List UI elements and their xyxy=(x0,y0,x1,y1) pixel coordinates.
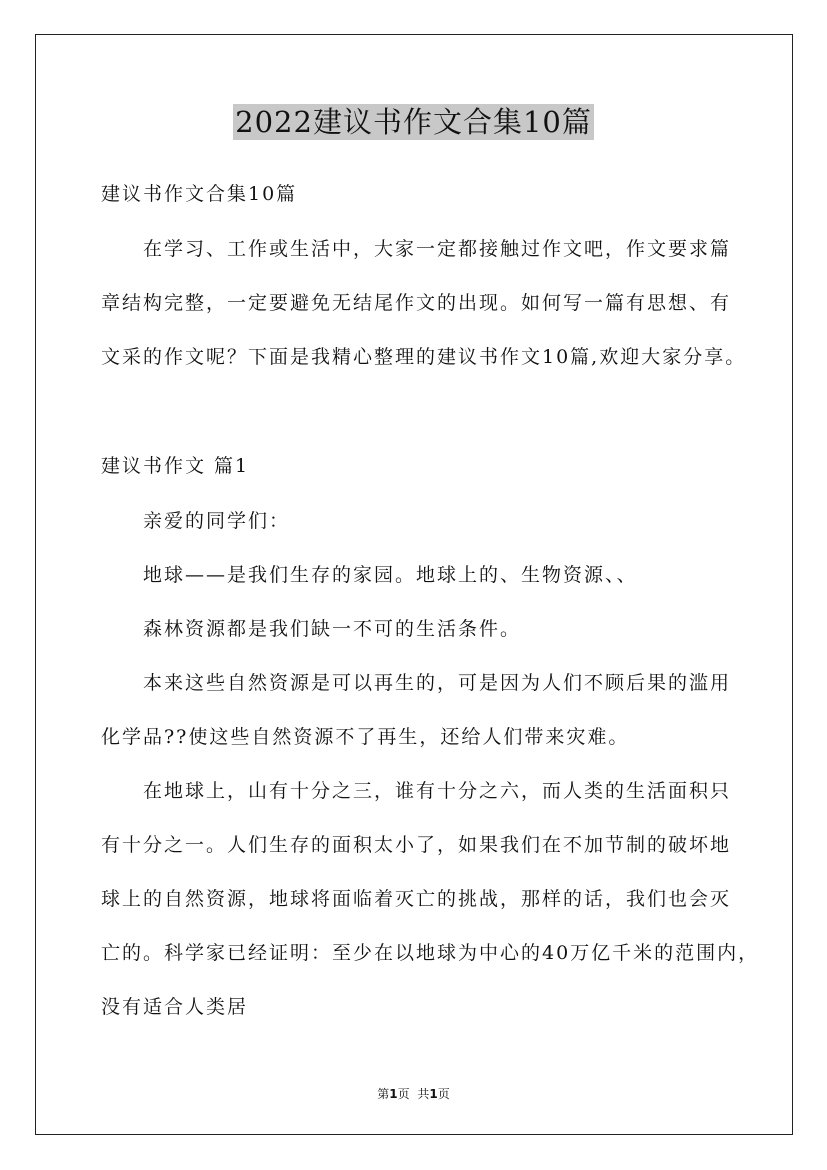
subtitle: 建议书作文合集10篇 xyxy=(101,183,298,205)
body-line: 没有适合人类居 xyxy=(101,996,249,1018)
body-line: 有十分之一。人们生存的面积太小了，如果我们在不加节制的破坏地 xyxy=(101,834,732,856)
body-line: 在地球上，山有十分之三，谁有十分之六，而人类的生活面积只 xyxy=(143,780,732,802)
body-line: 地球——是我们生存的家园。地球上的、生物资源、、 xyxy=(143,564,638,586)
body-line: 本来这些自然资源是可以再生的，可是因为人们不顾后果的滥用 xyxy=(143,672,732,694)
page-footer xyxy=(0,1085,827,1102)
document-title: 2022建议书作文合集10篇 xyxy=(235,105,592,139)
body-line: 森林资源都是我们缺一不可的生活条件。 xyxy=(143,618,522,640)
intro-line: 在学习、工作或生活中，大家一定都接触过作文吧，作文要求篇 xyxy=(143,238,732,260)
section-heading: 建议书作文 篇1 xyxy=(101,455,250,477)
total-suffix: 页 xyxy=(437,1087,450,1101)
page-prefix: 第 xyxy=(377,1087,390,1101)
page-number: 1 xyxy=(389,1087,398,1101)
body-line: 亡的。科学家已经证明：至少在以地球为中心的40万亿千米的范围内， xyxy=(101,942,760,964)
total-pages: 1 xyxy=(429,1087,438,1101)
page-suffix: 页 xyxy=(397,1087,410,1101)
total-prefix: 共 xyxy=(417,1087,430,1101)
intro-line: 文采的作文呢？下面是我精心整理的建议书作文10篇,欢迎大家分享。 xyxy=(101,346,747,368)
document-title-wrap xyxy=(0,103,827,141)
body-line: 亲爱的同学们： xyxy=(143,510,291,532)
body-line: 化学品??使这些自然资源不了再生，还给人们带来灾难。 xyxy=(101,726,630,748)
body-line: 球上的自然资源，地球将面临着灭亡的挑战，那样的话，我们也会灭 xyxy=(101,888,732,910)
intro-line: 章结构完整，一定要避免无结尾作文的出现。如何写一篇有思想、有 xyxy=(101,292,732,314)
